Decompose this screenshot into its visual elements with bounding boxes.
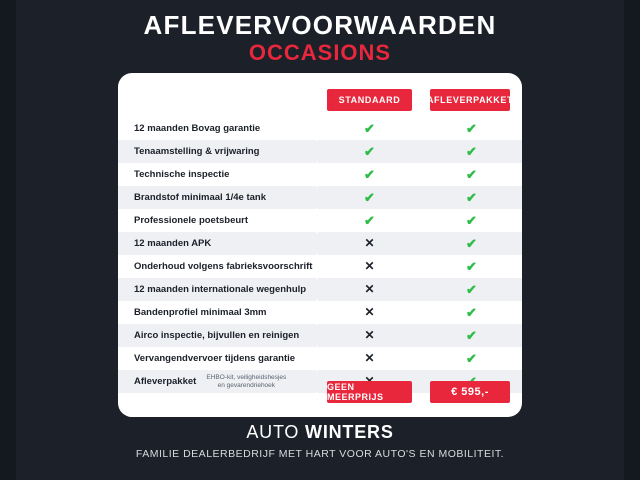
cross-icon: ✕	[364, 259, 375, 273]
cell-standaard	[318, 255, 421, 278]
row-label: Professionele poetsbeurt	[134, 215, 249, 226]
poster-header	[0, 10, 640, 66]
table-row	[118, 301, 522, 324]
check-icon: ✔	[364, 190, 375, 205]
comparison-table	[118, 117, 522, 393]
row-label: Bandenprofiel minimaal 3mm	[134, 307, 267, 318]
cell-afleverpakket	[421, 186, 522, 209]
row-label: 12 maanden Bovag garantie	[134, 123, 261, 134]
cell-afleverpakket	[421, 117, 522, 140]
cross-icon: ✕	[364, 351, 375, 365]
row-label: Vervangendvervoer tijdens garantie	[134, 353, 296, 364]
row-label: Brandstof minimaal 1/4e tank	[134, 192, 266, 203]
page-title: AFLEVERVOORWAARDEN	[143, 10, 497, 40]
check-icon: ✔	[466, 282, 477, 297]
cell-afleverpakket	[421, 255, 522, 278]
table-row	[118, 278, 522, 301]
row-label-cell	[118, 278, 318, 301]
column-header-standaard[interactable]	[327, 89, 412, 111]
row-label: Onderhoud volgens fabrieksvoorschrift	[134, 261, 313, 272]
check-icon: ✔	[466, 213, 477, 228]
cell-standaard	[318, 278, 421, 301]
row-label: Tenaamstelling & vrijwaring	[134, 146, 260, 157]
row-label-cell	[118, 209, 318, 232]
column-header-afleverpakket-label: AFLEVERPAKKET	[426, 95, 514, 105]
comparison-card	[118, 73, 522, 417]
row-label: Airco inspectie, bijvullen en reinigen	[134, 330, 300, 341]
row-label-cell	[118, 163, 318, 186]
table-row	[118, 140, 522, 163]
cell-standaard	[318, 324, 421, 347]
cross-icon: ✕	[364, 282, 375, 296]
cell-afleverpakket	[421, 209, 522, 232]
brand-name-light: AUTO	[246, 422, 306, 442]
brand-tagline: FAMILIE DEALERBEDRIJF MET HART VOOR AUTO'S EN MOBILITEIT.	[135, 448, 505, 460]
table-row	[118, 163, 522, 186]
row-label-cell	[118, 347, 318, 370]
cross-icon: ✕	[364, 328, 375, 342]
table-row	[118, 186, 522, 209]
row-label-cell	[118, 186, 318, 209]
footer-price-standaard[interactable]	[327, 381, 412, 403]
cell-afleverpakket	[421, 324, 522, 347]
footer-price-standaard-label: GEEN MEERPRIJS	[327, 382, 384, 402]
row-label-cell	[118, 301, 318, 324]
cell-standaard	[318, 186, 421, 209]
right-letterbox-bar	[624, 0, 640, 480]
table-row	[118, 117, 522, 140]
cell-standaard	[318, 301, 421, 324]
table-row	[118, 347, 522, 370]
check-icon: ✔	[466, 236, 477, 251]
table-row	[118, 209, 522, 232]
check-icon: ✔	[466, 190, 477, 205]
row-label: Technische inspectie	[134, 169, 230, 180]
cell-afleverpakket	[421, 232, 522, 255]
left-letterbox-bar	[0, 0, 16, 480]
cell-standaard	[318, 117, 421, 140]
check-icon: ✔	[364, 121, 375, 136]
row-label: 12 maanden APK	[134, 238, 212, 249]
check-icon: ✔	[364, 213, 375, 228]
check-icon: ✔	[466, 121, 477, 136]
row-label-cell	[118, 255, 318, 278]
check-icon: ✔	[364, 144, 375, 159]
check-icon: ✔	[364, 167, 375, 182]
table-row	[118, 255, 522, 278]
cell-standaard	[318, 209, 421, 232]
check-icon: ✔	[466, 259, 477, 274]
table-row	[118, 324, 522, 347]
row-label: Afleverpakket	[134, 376, 197, 387]
row-label-note: EHBO-kit, veiligheidshesjes en gevarendriehoek	[206, 373, 287, 389]
cell-standaard	[318, 232, 421, 255]
row-label-cell	[118, 117, 318, 140]
cell-standaard	[318, 163, 421, 186]
check-icon: ✔	[466, 305, 477, 320]
cross-icon: ✕	[364, 236, 375, 250]
cell-afleverpakket	[421, 301, 522, 324]
row-label-cell	[118, 232, 318, 255]
brand-name-bold: WINTERS	[305, 422, 394, 442]
row-label: 12 maanden internationale wegenhulp	[134, 284, 307, 295]
cross-icon: ✕	[364, 305, 375, 319]
cell-afleverpakket	[421, 163, 522, 186]
page-subtitle: OCCASIONS	[248, 40, 392, 65]
row-label-cell	[118, 140, 318, 163]
check-icon: ✔	[466, 167, 477, 182]
cell-afleverpakket	[421, 140, 522, 163]
footer-price-afleverpakket-label: € 595,-	[451, 386, 489, 398]
row-label-cell	[118, 324, 318, 347]
column-header-afleverpakket[interactable]	[426, 89, 514, 111]
check-icon: ✔	[466, 144, 477, 159]
check-icon: ✔	[466, 328, 477, 343]
column-header-standaard-label: STANDAARD	[338, 95, 401, 105]
row-label-cell	[118, 370, 318, 393]
cell-afleverpakket	[421, 278, 522, 301]
cell-standaard	[318, 140, 421, 163]
cell-afleverpakket	[421, 347, 522, 370]
table-row	[118, 232, 522, 255]
check-icon: ✔	[466, 351, 477, 366]
cell-standaard	[318, 347, 421, 370]
footer-price-afleverpakket[interactable]	[430, 381, 510, 403]
brand-name	[0, 422, 640, 443]
